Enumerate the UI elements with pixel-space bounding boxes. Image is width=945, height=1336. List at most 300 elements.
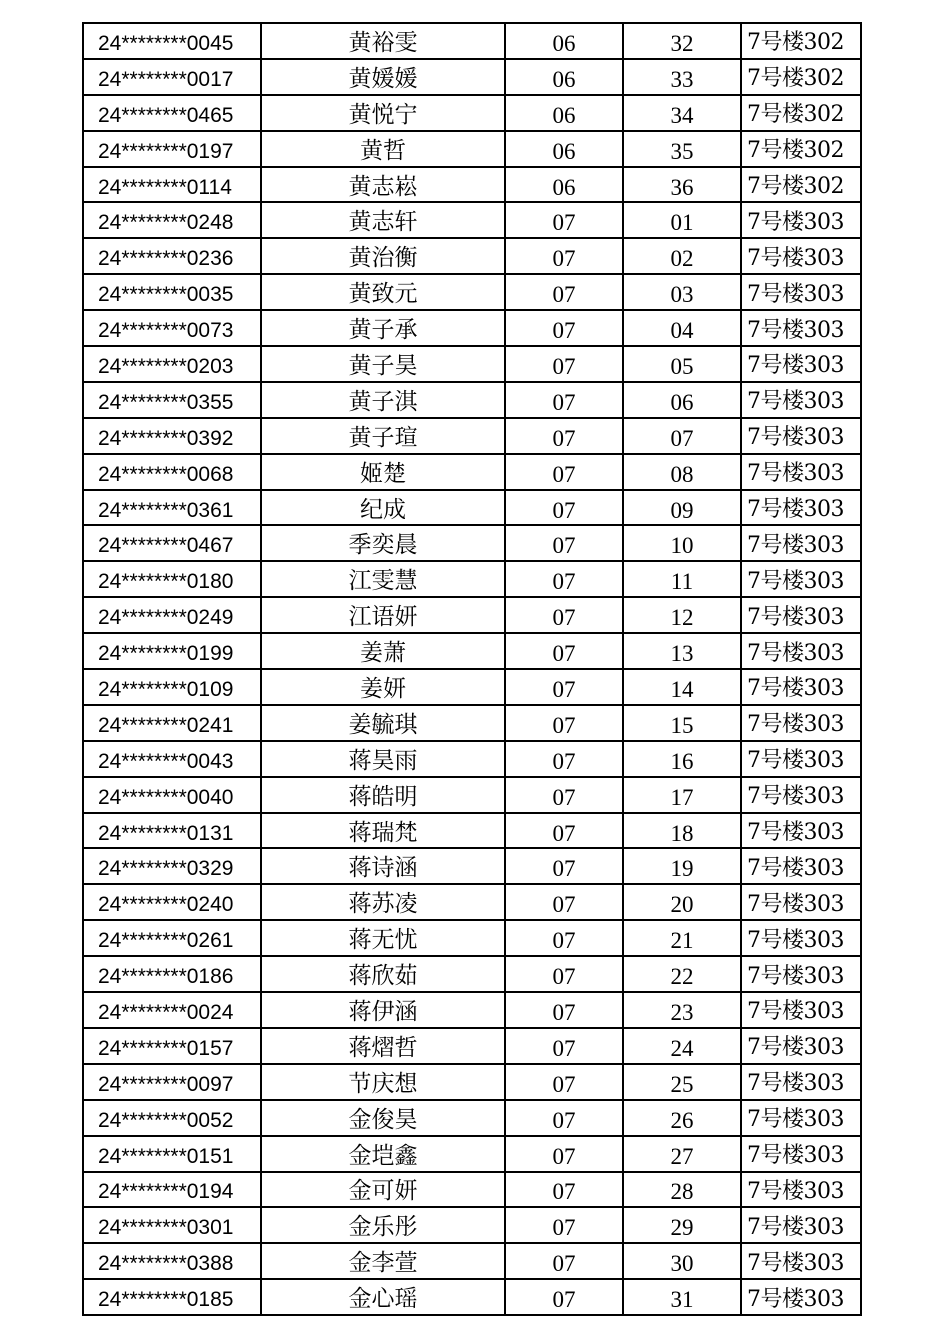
exam-room-cell-text: 7号楼303 — [747, 1178, 844, 1204]
seat-number-cell — [623, 274, 741, 310]
class-number-cell-text: 07 — [552, 712, 576, 738]
class-number-cell — [505, 167, 623, 203]
seat-number-cell — [623, 1136, 741, 1172]
class-number-cell — [505, 633, 623, 669]
exam-room-cell — [741, 920, 861, 956]
student-id-cell-text: 24********0024 — [98, 1000, 234, 1024]
seat-number-cell — [623, 525, 741, 561]
student-name-cell — [261, 956, 505, 992]
student-name-cell-text: 蒋诗涵 — [348, 855, 418, 882]
exam-room-cell — [741, 59, 861, 95]
exam-room-cell-text: 7号楼303 — [747, 963, 844, 989]
student-name-cell — [261, 131, 505, 167]
seat-number-cell-text: 17 — [670, 784, 694, 810]
student-id-cell-text: 24********0248 — [98, 211, 234, 235]
seat-number-cell — [623, 490, 741, 526]
exam-room-cell — [741, 274, 861, 310]
seat-number-cell — [623, 777, 741, 813]
table-row — [83, 741, 861, 777]
class-number-cell — [505, 59, 623, 95]
class-number-cell — [505, 884, 623, 920]
table-row — [83, 669, 861, 705]
student-name-cell-text: 黄治衡 — [348, 245, 418, 272]
class-number-cell-text: 07 — [552, 1179, 576, 1205]
class-number-cell — [505, 525, 623, 561]
class-number-cell — [505, 848, 623, 884]
class-number-cell-text: 07 — [552, 210, 576, 236]
seat-number-cell — [623, 597, 741, 633]
class-number-cell — [505, 777, 623, 813]
seat-number-cell-text: 07 — [670, 425, 694, 451]
seat-number-cell — [623, 382, 741, 418]
student-name-cell — [261, 238, 505, 274]
student-id-cell — [83, 454, 261, 490]
seat-number-cell-text: 34 — [670, 102, 694, 128]
seat-number-cell — [623, 131, 741, 167]
seat-number-cell-text: 36 — [670, 174, 694, 200]
exam-room-cell — [741, 310, 861, 346]
exam-room-cell — [741, 884, 861, 920]
exam-room-cell — [741, 238, 861, 274]
exam-room-cell — [741, 23, 861, 59]
class-number-cell — [505, 95, 623, 131]
exam-room-cell — [741, 131, 861, 167]
class-number-cell-text: 06 — [552, 102, 576, 128]
exam-room-cell — [741, 1243, 861, 1279]
seat-number-cell — [623, 1028, 741, 1064]
student-id-cell — [83, 167, 261, 203]
seat-number-cell — [623, 95, 741, 131]
exam-room-cell — [741, 202, 861, 238]
class-number-cell-text: 07 — [552, 497, 576, 523]
exam-room-cell — [741, 992, 861, 1028]
seat-number-cell — [623, 1064, 741, 1100]
student-name-cell-text: 蒋昊雨 — [348, 747, 418, 774]
exam-room-cell — [741, 490, 861, 526]
class-number-cell — [505, 1172, 623, 1208]
exam-room-cell-text: 7号楼303 — [747, 1143, 844, 1169]
student-id-cell — [83, 525, 261, 561]
table-row — [83, 167, 861, 203]
exam-room-cell — [741, 1279, 861, 1315]
student-id-cell — [83, 813, 261, 849]
student-id-cell-text: 24********0361 — [98, 498, 234, 522]
seat-number-cell — [623, 310, 741, 346]
student-name-cell-text: 金李萱 — [348, 1250, 418, 1277]
student-id-cell — [83, 633, 261, 669]
student-id-cell-text: 24********0197 — [98, 139, 234, 163]
student-id-cell-text: 24********0035 — [98, 283, 234, 307]
student-name-cell-text: 纪成 — [360, 496, 406, 523]
table-row — [83, 992, 861, 1028]
student-id-cell-text: 24********0186 — [98, 965, 234, 989]
class-number-cell — [505, 561, 623, 597]
student-name-cell — [261, 597, 505, 633]
student-name-cell-text: 蒋欣茹 — [348, 963, 418, 990]
seat-number-cell-text: 12 — [670, 605, 694, 631]
table-row — [83, 1207, 861, 1243]
student-name-cell — [261, 1279, 505, 1315]
student-name-cell — [261, 920, 505, 956]
class-number-cell-text: 07 — [552, 964, 576, 990]
student-name-cell-text: 江雯慧 — [348, 568, 418, 595]
exam-room-cell-text: 7号楼303 — [747, 676, 844, 702]
student-name-cell — [261, 777, 505, 813]
class-number-cell-text: 07 — [552, 928, 576, 954]
exam-room-cell-text: 7号楼303 — [747, 855, 844, 881]
student-name-cell — [261, 1100, 505, 1136]
student-id-cell — [83, 884, 261, 920]
student-id-cell — [83, 238, 261, 274]
seat-number-cell — [623, 1207, 741, 1243]
student-name-cell — [261, 848, 505, 884]
table-row — [83, 310, 861, 346]
table-row — [83, 202, 861, 238]
student-id-cell-text: 24********0151 — [98, 1144, 234, 1168]
seat-number-cell-text: 10 — [670, 533, 694, 559]
class-number-cell-text: 07 — [552, 856, 576, 882]
class-number-cell — [505, 23, 623, 59]
student-id-cell-text: 24********0097 — [98, 1072, 234, 1096]
class-number-cell-text: 07 — [552, 676, 576, 702]
student-name-cell — [261, 741, 505, 777]
class-number-cell — [505, 956, 623, 992]
exam-room-cell — [741, 1028, 861, 1064]
student-id-cell — [83, 490, 261, 526]
table-row — [83, 238, 861, 274]
seat-number-cell-text: 03 — [670, 282, 694, 308]
seat-number-cell — [623, 633, 741, 669]
exam-room-cell-text: 7号楼303 — [747, 353, 844, 379]
exam-room-cell-text: 7号楼303 — [747, 389, 844, 415]
class-number-cell-text: 07 — [552, 282, 576, 308]
student-name-cell-text: 黄志崧 — [348, 173, 418, 200]
seat-number-cell — [623, 346, 741, 382]
seat-number-cell-text: 05 — [670, 353, 694, 379]
seat-number-cell-text: 13 — [670, 641, 694, 667]
exam-room-cell — [741, 167, 861, 203]
class-number-cell — [505, 669, 623, 705]
student-name-cell — [261, 884, 505, 920]
table-row — [83, 454, 861, 490]
exam-room-cell — [741, 1207, 861, 1243]
class-number-cell-text: 07 — [552, 569, 576, 595]
table-row — [83, 1028, 861, 1064]
class-number-cell-text: 06 — [552, 66, 576, 92]
exam-room-cell-text: 7号楼303 — [747, 281, 844, 307]
table-row — [83, 95, 861, 131]
student-name-cell-text: 黄志轩 — [348, 209, 418, 236]
student-id-cell-text: 24********0301 — [98, 1216, 234, 1240]
student-name-cell-text: 黄子淇 — [348, 388, 418, 415]
student-name-cell-text: 金俊昊 — [348, 1106, 418, 1133]
student-name-cell-text: 黄子瑄 — [348, 424, 418, 451]
class-number-cell — [505, 1279, 623, 1315]
student-name-cell-text: 姜萧 — [360, 640, 406, 667]
student-id-cell-text: 24********0185 — [98, 1288, 234, 1312]
class-number-cell — [505, 454, 623, 490]
exam-room-cell — [741, 705, 861, 741]
student-name-cell-text: 黄媛媛 — [348, 65, 418, 92]
student-name-cell — [261, 1136, 505, 1172]
seat-number-cell — [623, 741, 741, 777]
student-id-cell-text: 24********0131 — [98, 821, 234, 845]
table-row — [83, 561, 861, 597]
seat-number-cell — [623, 705, 741, 741]
student-id-cell — [83, 95, 261, 131]
seat-number-cell-text: 16 — [670, 748, 694, 774]
class-number-cell — [505, 490, 623, 526]
student-id-cell-text: 24********0068 — [98, 462, 234, 486]
student-id-cell-text: 24********0236 — [98, 247, 234, 271]
student-name-cell — [261, 992, 505, 1028]
seat-number-cell-text: 26 — [670, 1107, 694, 1133]
student-name-cell-text: 季奕晨 — [348, 532, 418, 559]
exam-room-cell-text: 7号楼303 — [747, 1214, 844, 1240]
exam-room-cell-text: 7号楼303 — [747, 999, 844, 1025]
class-number-cell-text: 07 — [552, 318, 576, 344]
seat-number-cell-text: 09 — [670, 497, 694, 523]
exam-room-cell-text: 7号楼303 — [747, 1286, 844, 1312]
exam-room-cell-text: 7号楼303 — [747, 604, 844, 630]
class-number-cell-text: 07 — [552, 1143, 576, 1169]
student-name-cell — [261, 1064, 505, 1100]
student-id-cell-text: 24********0017 — [98, 67, 234, 91]
student-name-cell — [261, 202, 505, 238]
student-id-cell-text: 24********0114 — [98, 175, 232, 199]
seat-number-cell — [623, 813, 741, 849]
student-name-cell — [261, 382, 505, 418]
student-id-cell — [83, 669, 261, 705]
student-id-cell — [83, 920, 261, 956]
student-id-cell-text: 24********0467 — [98, 534, 234, 558]
student-name-cell — [261, 95, 505, 131]
exam-room-cell — [741, 777, 861, 813]
exam-room-cell-text: 7号楼303 — [747, 640, 844, 666]
exam-room-cell — [741, 633, 861, 669]
student-name-cell-text: 蒋无忧 — [348, 927, 418, 954]
seat-number-cell-text: 22 — [670, 964, 694, 990]
student-id-cell-text: 24********0240 — [98, 893, 234, 917]
student-id-cell-text: 24********0249 — [98, 606, 234, 630]
seat-number-cell — [623, 59, 741, 95]
class-number-cell-text: 07 — [552, 246, 576, 272]
student-name-cell-text: 蒋皓明 — [348, 783, 418, 810]
table-row — [83, 346, 861, 382]
seat-number-cell-text: 33 — [670, 66, 694, 92]
student-name-cell-text: 金乐彤 — [348, 1214, 418, 1241]
student-name-cell-text: 黄子昊 — [348, 352, 418, 379]
student-name-cell — [261, 167, 505, 203]
table-row — [83, 1172, 861, 1208]
student-name-cell — [261, 310, 505, 346]
student-name-cell-text: 黄哲 — [360, 137, 406, 164]
student-id-cell — [83, 274, 261, 310]
class-number-cell-text: 06 — [552, 174, 576, 200]
seat-number-cell — [623, 1279, 741, 1315]
exam-room-cell-text: 7号楼303 — [747, 927, 844, 953]
class-number-cell-text: 07 — [552, 389, 576, 415]
table-row — [83, 382, 861, 418]
exam-room-cell-text: 7号楼303 — [747, 1250, 844, 1276]
student-id-cell-text: 24********0040 — [98, 785, 234, 809]
table-row — [83, 1136, 861, 1172]
exam-room-cell — [741, 597, 861, 633]
student-name-cell — [261, 1207, 505, 1243]
student-name-cell-text: 黄悦宁 — [348, 101, 418, 128]
student-id-cell — [83, 202, 261, 238]
student-id-cell-text: 24********0043 — [98, 749, 234, 773]
seat-number-cell — [623, 167, 741, 203]
class-number-cell-text: 07 — [552, 605, 576, 631]
class-number-cell-text: 07 — [552, 1035, 576, 1061]
student-id-cell — [83, 561, 261, 597]
student-name-cell — [261, 1172, 505, 1208]
student-name-cell-text: 姜毓琪 — [348, 711, 418, 738]
student-name-cell — [261, 525, 505, 561]
class-number-cell-text: 07 — [552, 999, 576, 1025]
student-id-cell-text: 24********0180 — [98, 570, 234, 594]
seat-number-cell — [623, 1172, 741, 1208]
class-number-cell — [505, 920, 623, 956]
seat-number-cell — [623, 1100, 741, 1136]
student-id-cell — [83, 310, 261, 346]
seat-number-cell — [623, 454, 741, 490]
seat-number-cell-text: 18 — [670, 820, 694, 846]
class-number-cell — [505, 1207, 623, 1243]
student-name-cell-text: 金垲鑫 — [348, 1142, 418, 1169]
table-row — [83, 813, 861, 849]
table-row — [83, 597, 861, 633]
student-name-cell — [261, 633, 505, 669]
student-id-cell — [83, 23, 261, 59]
class-number-cell-text: 07 — [552, 748, 576, 774]
exam-room-cell — [741, 848, 861, 884]
student-id-cell-text: 24********0203 — [98, 354, 234, 378]
student-id-cell-text: 24********0157 — [98, 1036, 234, 1060]
exam-room-cell — [741, 813, 861, 849]
exam-room-cell — [741, 95, 861, 131]
seat-number-cell-text: 32 — [670, 30, 694, 56]
student-name-cell — [261, 705, 505, 741]
student-id-cell-text: 24********0199 — [98, 642, 234, 666]
exam-room-cell — [741, 382, 861, 418]
class-number-cell — [505, 418, 623, 454]
class-number-cell-text: 07 — [552, 353, 576, 379]
exam-room-cell-text: 7号楼303 — [747, 820, 844, 846]
student-id-cell — [83, 705, 261, 741]
class-number-cell-text: 07 — [552, 533, 576, 559]
student-id-cell — [83, 741, 261, 777]
seat-number-cell — [623, 920, 741, 956]
seat-number-cell-text: 35 — [670, 138, 694, 164]
class-number-cell-text: 07 — [552, 641, 576, 667]
class-number-cell — [505, 274, 623, 310]
class-number-cell — [505, 382, 623, 418]
class-number-cell — [505, 310, 623, 346]
exam-room-cell-text: 7号楼303 — [747, 1035, 844, 1061]
class-number-cell-text: 06 — [552, 30, 576, 56]
student-name-cell — [261, 418, 505, 454]
student-name-cell — [261, 59, 505, 95]
seat-number-cell — [623, 884, 741, 920]
seat-number-cell-text: 15 — [670, 712, 694, 738]
student-name-cell-text: 金可妍 — [348, 1178, 418, 1205]
table-row — [83, 1279, 861, 1315]
table-row — [83, 490, 861, 526]
table-row — [83, 1100, 861, 1136]
student-id-cell-text: 24********0392 — [98, 426, 234, 450]
student-id-cell — [83, 382, 261, 418]
student-name-cell — [261, 561, 505, 597]
student-roster-table — [82, 22, 862, 1316]
exam-room-cell — [741, 346, 861, 382]
seat-number-cell — [623, 848, 741, 884]
table-row — [83, 633, 861, 669]
exam-room-cell-text: 7号楼303 — [747, 425, 844, 451]
class-number-cell — [505, 597, 623, 633]
student-id-cell-text: 24********0388 — [98, 1252, 234, 1276]
exam-room-cell-text: 7号楼303 — [747, 461, 844, 487]
seat-number-cell-text: 06 — [670, 389, 694, 415]
student-id-cell — [83, 59, 261, 95]
student-id-cell — [83, 1064, 261, 1100]
table-row — [83, 956, 861, 992]
table-row — [83, 1064, 861, 1100]
seat-number-cell-text: 11 — [670, 569, 694, 595]
student-id-cell — [83, 1243, 261, 1279]
student-id-cell — [83, 1172, 261, 1208]
class-number-cell-text: 06 — [552, 138, 576, 164]
student-name-cell-text: 金心瑶 — [348, 1286, 418, 1313]
student-id-cell-text: 24********0465 — [98, 103, 234, 127]
exam-room-cell — [741, 1172, 861, 1208]
student-id-cell — [83, 956, 261, 992]
student-id-cell-text: 24********0261 — [98, 929, 234, 953]
exam-room-cell-text: 7号楼302 — [747, 66, 844, 92]
class-number-cell — [505, 705, 623, 741]
exam-room-cell-text: 7号楼302 — [747, 174, 844, 199]
table-row — [83, 59, 861, 95]
class-number-cell — [505, 741, 623, 777]
student-id-cell — [83, 1136, 261, 1172]
student-id-cell-text: 24********0329 — [98, 857, 234, 881]
seat-number-cell-text: 14 — [670, 676, 694, 702]
class-number-cell-text: 07 — [552, 1215, 576, 1241]
student-name-cell-text: 江语妍 — [348, 604, 418, 631]
class-number-cell-text: 07 — [552, 1107, 576, 1133]
student-name-cell — [261, 490, 505, 526]
class-number-cell-text: 07 — [552, 461, 576, 487]
class-number-cell-text: 07 — [552, 1251, 576, 1277]
seat-number-cell — [623, 23, 741, 59]
seat-number-cell-text: 21 — [670, 928, 694, 954]
seat-number-cell-text: 31 — [670, 1287, 694, 1313]
table-row — [83, 418, 861, 454]
seat-number-cell — [623, 238, 741, 274]
class-number-cell — [505, 813, 623, 849]
student-name-cell-text: 蒋苏凌 — [348, 891, 418, 918]
class-number-cell — [505, 1028, 623, 1064]
student-name-cell — [261, 1028, 505, 1064]
student-name-cell — [261, 23, 505, 59]
table-row — [83, 705, 861, 741]
class-number-cell-text: 07 — [552, 892, 576, 918]
roster-body — [83, 23, 861, 1315]
seat-number-cell — [623, 992, 741, 1028]
seat-number-cell-text: 04 — [670, 318, 694, 344]
seat-number-cell-text: 27 — [670, 1143, 694, 1169]
